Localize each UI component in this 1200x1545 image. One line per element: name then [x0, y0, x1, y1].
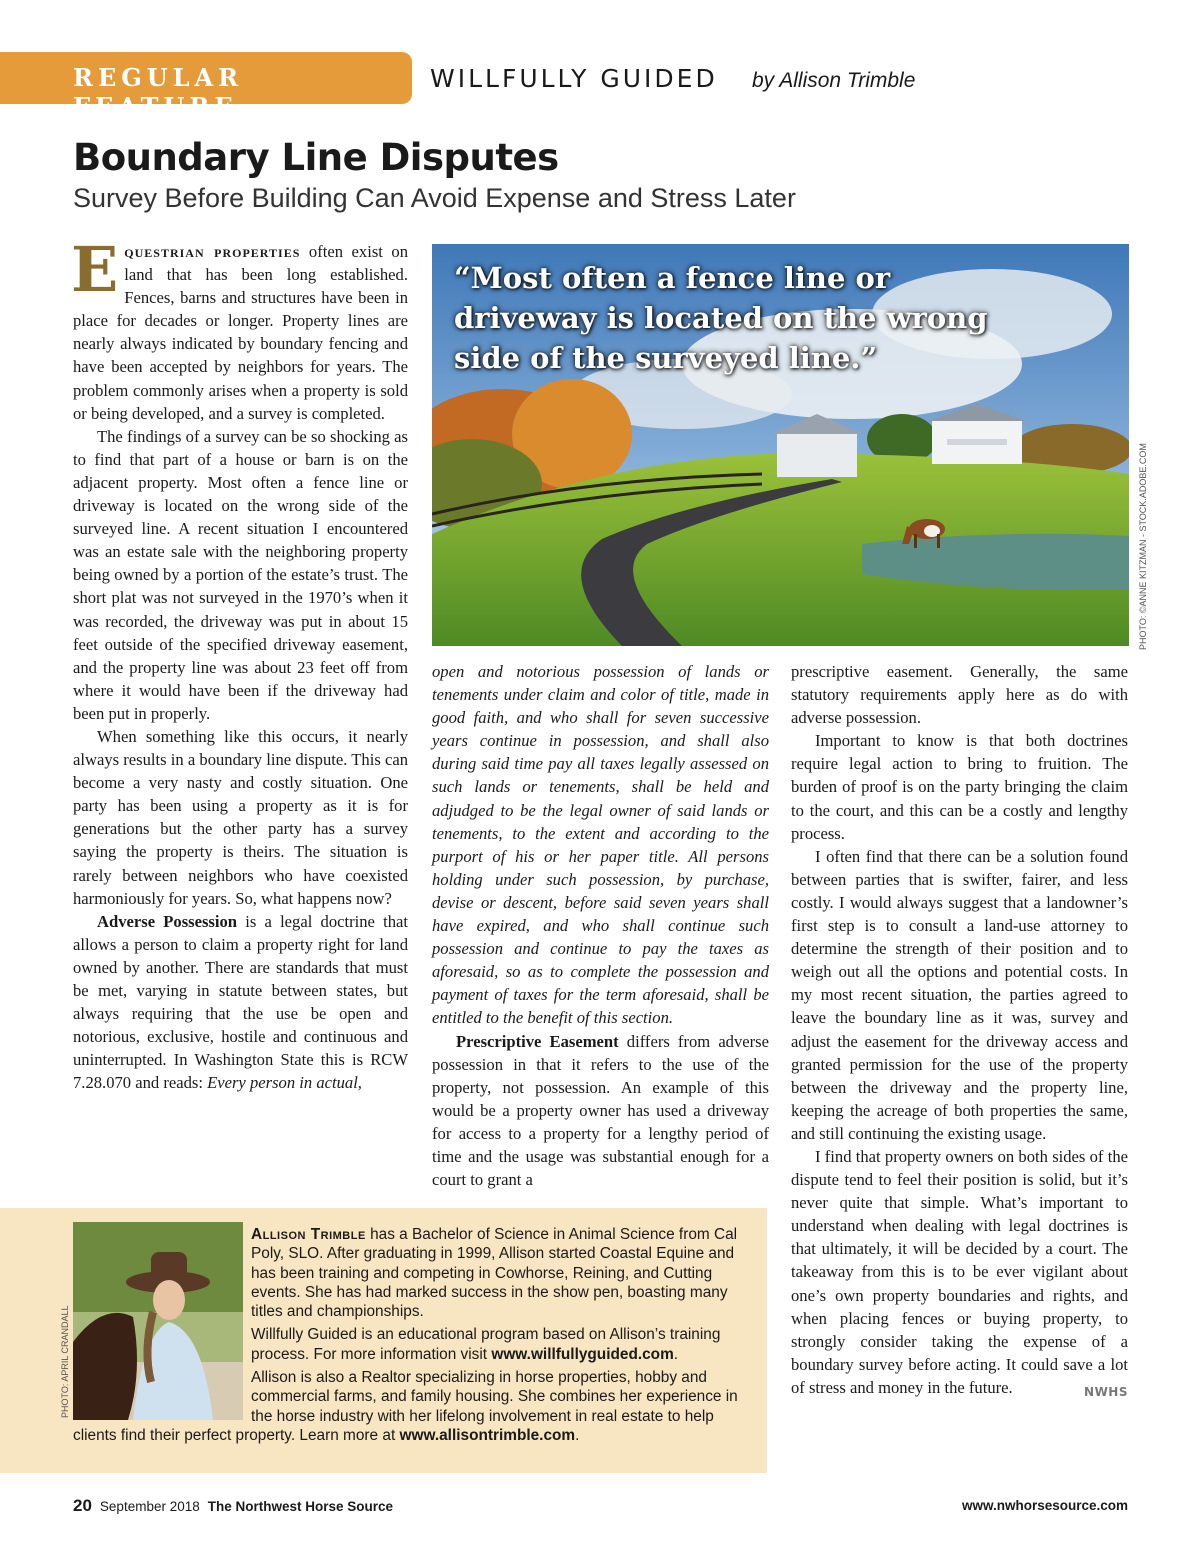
prescriptive-easement-heading: Prescriptive Easement — [456, 1031, 619, 1051]
pull-quote: “Most often a fence line or driveway is located on the wrong side of the surveyed line.” — [454, 261, 988, 375]
bio-paragraph-2-text: Willfully Guided is an educational program based on Allison’s training process. For more information visit — [251, 1326, 721, 1363]
paragraph-3: When something like this occurs, it nearly always results in a boundary line dispute. This can become a very nasty and costly situation. One party has been using a property as it is for generations but the other party has a survey saying the property is theirs. The situation is rarely between neighbors who have coexisted harmoniously for years. So, what happens now? — [73, 726, 408, 908]
paragraph-10-text: I find that property owners on both sides of the dispute tend to feel their position is solid, but it’s never quite that simple. What’s important to understand when dealing with legal doctrines is that ultimately, it will be decided by a court. The takeaway from this is to be ever vigilant about one’s own property boundaries and rights, and when placing fences or buying property, to strongly consider taking the expense of a boundary survey before acting. It could save a lot of stress and money in the future. — [791, 1146, 1128, 1397]
end-mark: NWHS — [1084, 1384, 1128, 1399]
drop-cap: E — [71, 233, 119, 306]
feature-label: REGULAR FEATURE — [73, 63, 244, 121]
photo-credit: PHOTO: ©ANNE KITZMAN - STOCK.ADOBE.COM — [1138, 443, 1148, 650]
paragraph-1 — [71, 233, 408, 425]
author-name: Allison Trimble — [251, 1226, 366, 1243]
bio-paragraph-1-text: has a Bachelor of Science in Animal Science from Cal Poly, SLO. After graduating in 1999, Allison started Coastal Equine and has been training and competing in Cowhorse, Reining, and Cutting events. She has had marked success in the show pen, boasting many titles and championships. — [251, 1226, 738, 1321]
paragraph-4-text: is a legal doctrine that allows a person to claim a property right for land owned by another. There are standards that must be met, varying in statute between states, but always requiring that the use be open and notorious, exclusive, hostile and continuous and uninterrupted. In Washington State this is RCW 7.28.070 and reads: — [73, 911, 408, 1093]
lead-in: questrian properties — [124, 242, 301, 261]
paragraph-9: I often find that there can be a solution found between parties that is swifter, fairer, and less costly. I would always suggest that a landowner’s first step is to consult a land-use attorney to determine the strength of their position and to weigh out all the options and potential costs. In my most recent situation, the parties agreed to leave the boundary line as it was, survey and adjust the easement for the driveway access and granted permission for the use of the property between the driveway and the property line, keeping the acreage of both properties the same, and still continuing the existing usage. — [791, 846, 1128, 1143]
statute-quote: open and notorious possession of lands or tenements under claim and color of title, made in good faith, and who shall for seven successive years continue in possession, and shall also during said time pay all taxes legally assessed on such lands or tenements, shall be held and adjudged to be the legal owner of said lands or tenements, to the extent and according to the purport of his or her paper title. All persons holding under such possession, by purchase, devise or descent, before said seven years shall have expired, and who shall continue such possession and continue to pay the taxes as aforesaid, so as to complete the possession and payment of taxes for the term aforesaid, shall be entitled to the benefit of this section. — [432, 662, 769, 1028]
paragraph-4 — [73, 910, 408, 1095]
paragraph-6-text: differs from adverse possession in that it refers to the use of the property, not possession. An example of this would be a property owner has used a driveway for access to a property for a lengthy period of time and the usage was substantial enough for a court to grant a — [432, 1031, 769, 1190]
statute-quote-start: Every person in actual, — [207, 1073, 362, 1093]
paragraph-1-text: often exist on land that has been long established. Fences, barns and structures have been in place for decades or longer. Property lines are nearly always indicated by boundary fencing and have been accepted by neighbors for years. The problem commonly arises when a property is sold or being developed, and a survey is completed. — [73, 242, 408, 423]
page-footer — [73, 1496, 1128, 1516]
page-number: 20 — [73, 1496, 92, 1515]
farm-photo — [432, 244, 1129, 646]
willfullyguided-link[interactable]: www.willfullyguided.com — [491, 1345, 674, 1363]
article-column-2 — [432, 660, 769, 1191]
column-title: WILLFULLY GUIDED — [430, 64, 718, 93]
allisontrimble-link[interactable]: www.allisontrimble.com — [399, 1426, 576, 1444]
paragraph-2: The findings of a survey can be so shocking as to find that part of a house or barn is on the adjacent property. Most often a fence line or driveway is located on the wrong side of the surveyed line. A recent situation I encountered was an estate sale with the neighboring property being owned by a portion of the estate’s trust. The short plat was not surveyed in the 1970’s when it was recorded, the driveway was put in about 15 feet outside of the specified driveway easement, and the property line was about 23 feet off from where it would have been if the driveway had been put in properly. — [73, 426, 408, 723]
bio-photo-spacer — [73, 1225, 251, 1425]
feature-label-tab — [0, 52, 412, 121]
paragraph-6 — [432, 1030, 769, 1192]
feature-header — [0, 52, 1200, 121]
article-subtitle: Survey Before Building Can Avoid Expense and Stress Later — [73, 183, 796, 213]
bio-photo-credit — [60, 1408, 70, 1418]
publication-name: The Northwest Horse Source — [207, 1499, 394, 1514]
paragraph-10 — [791, 1145, 1128, 1399]
bio-paragraph-2-end: . — [673, 1345, 679, 1363]
bio-paragraph-3-text: Allison is also a Realtor specializing in horse properties, hobby and commercial farms, and family housing. She combines her experience in the horse industry with her lifelong involvement in real estate to help clients find their perfect property. Learn more at — [73, 1369, 738, 1444]
byline: by Allison Trimble — [752, 69, 916, 92]
paragraph-8: Important to know is that both doctrines require legal action to bring to fruition. The burden of proof is on the party bringing the claim to the court, and this can be a costly and lengthy process. — [791, 731, 1128, 843]
article-column-3 — [791, 660, 1128, 1404]
bio-paragraph-3-end: . — [575, 1426, 580, 1444]
article-column-1 — [71, 233, 408, 1094]
issue-date: September 2018 — [99, 1499, 200, 1514]
article-title: Boundary Line Disputes — [73, 136, 559, 179]
adverse-possession-heading: Adverse Possession — [97, 911, 238, 931]
publication-url[interactable]: www.nwhorsesource.com — [961, 1498, 1128, 1513]
paragraph-7: prescriptive easement. Generally, the same statutory requirements apply here as do with adverse possession. — [791, 662, 1128, 728]
author-bio — [73, 1225, 745, 1449]
